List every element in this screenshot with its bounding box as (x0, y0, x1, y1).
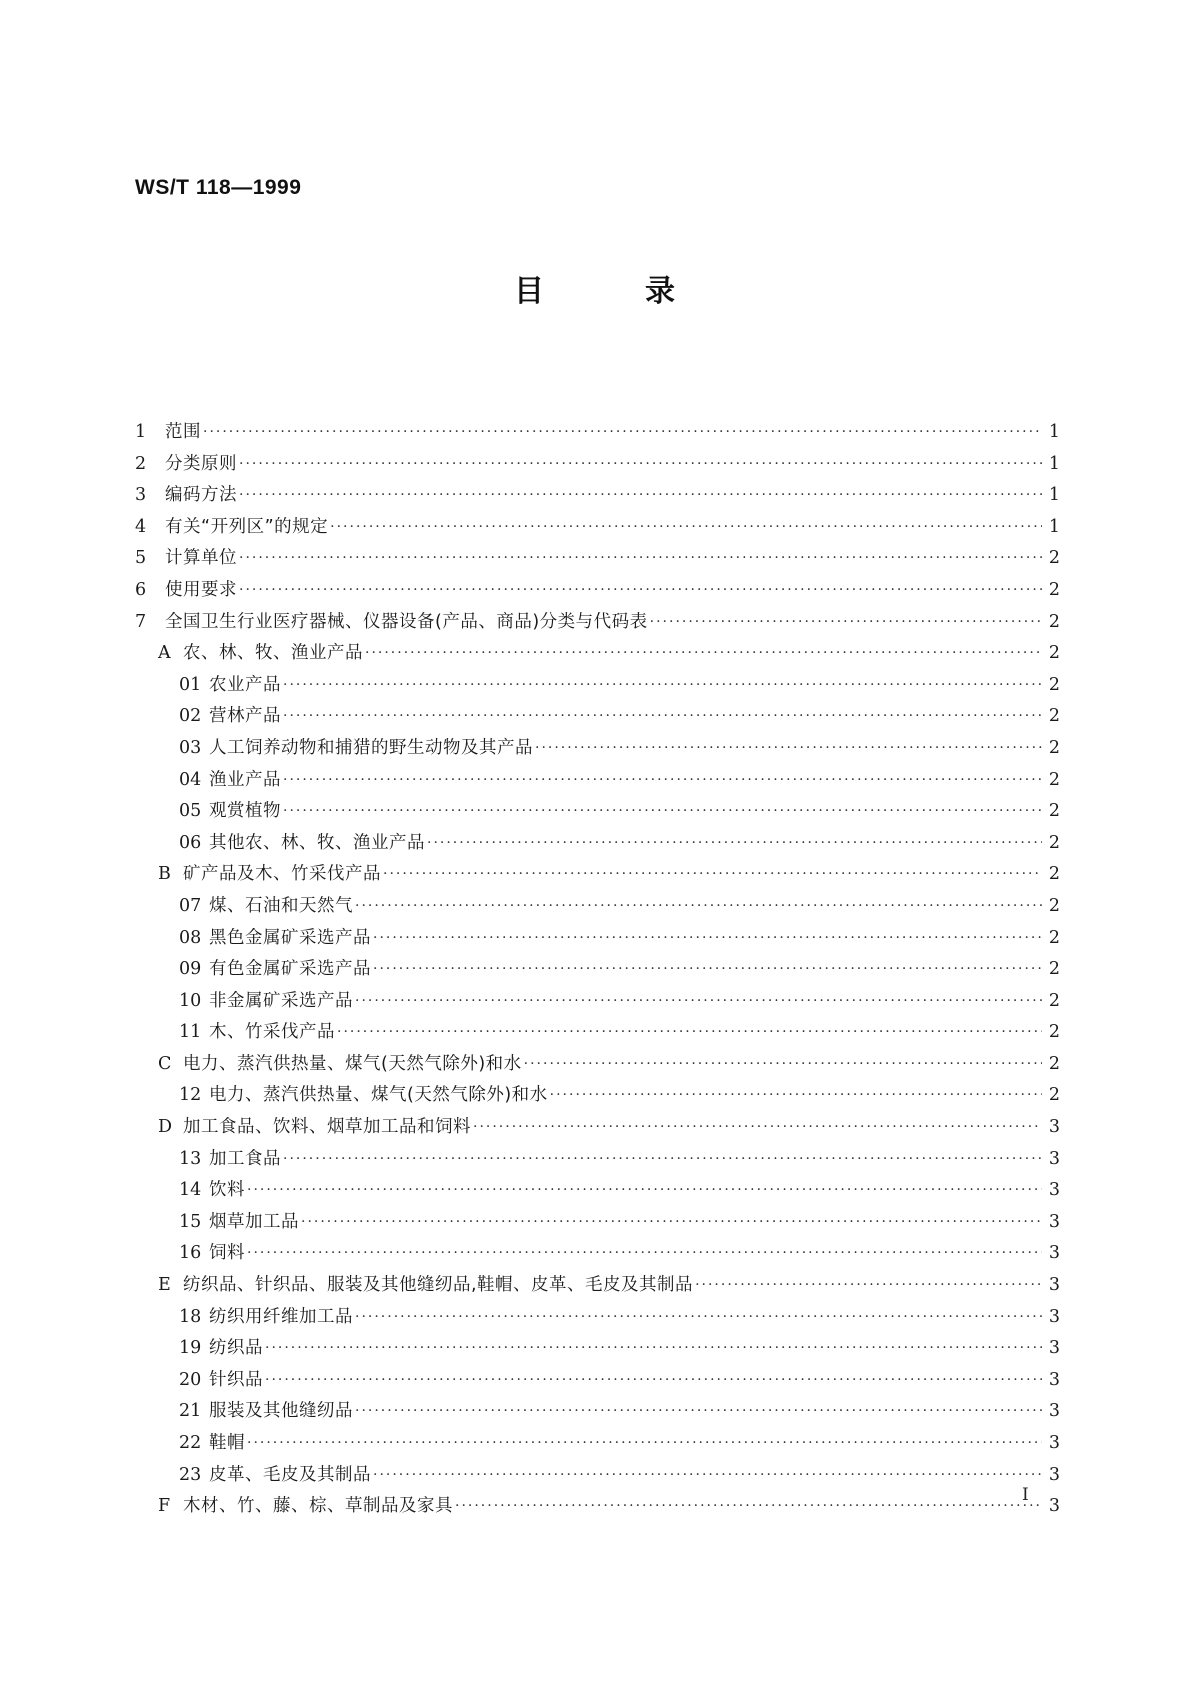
toc-entry-label: 木、竹采伐产品 (209, 1022, 335, 1043)
toc-dot-leader (337, 1017, 1042, 1049)
toc-dot-leader (473, 1112, 1042, 1144)
toc-entry-number: 14 (179, 1180, 202, 1201)
toc-entry-page: 3 (1048, 1148, 1060, 1169)
toc-entry-label: 服装及其他缝纫品 (209, 1401, 353, 1422)
toc-entry-label: 营林产品 (209, 706, 281, 727)
page-title-char-1: 目 (514, 274, 544, 309)
toc-dot-leader (283, 1144, 1042, 1176)
toc-entry-number: 23 (179, 1464, 202, 1485)
toc-dot-leader (373, 1460, 1042, 1492)
toc-entry-label: 纺织品 (209, 1338, 263, 1359)
toc-entry-page: 2 (1048, 864, 1060, 885)
toc-entry-page: 2 (1048, 548, 1060, 569)
toc-entry-label: 非金属矿采选产品 (209, 990, 353, 1011)
toc-entry-number: 08 (179, 927, 202, 948)
toc-entry[interactable] (135, 512, 1060, 544)
toc-entry[interactable] (135, 923, 1060, 955)
toc-entry-page: 2 (1048, 611, 1060, 632)
toc-dot-leader (283, 670, 1042, 702)
toc-dot-leader (373, 954, 1042, 986)
toc-entry-label: 加工食品、饮料、烟草加工品和饲料 (183, 1117, 471, 1138)
toc-entry[interactable] (135, 1491, 1060, 1523)
toc-dot-leader (355, 891, 1042, 923)
toc-entry-number: 04 (179, 769, 202, 790)
toc-entry-page: 2 (1048, 801, 1060, 822)
toc-entry-page: 3 (1048, 1306, 1060, 1327)
toc-entry-label: 编码方法 (165, 485, 237, 506)
toc-entry-page: 3 (1048, 1180, 1060, 1201)
toc-entry[interactable] (135, 954, 1060, 986)
toc-dot-leader (301, 1207, 1042, 1239)
toc-entry-number: 15 (179, 1211, 202, 1232)
toc-entry-number: A (158, 643, 171, 664)
toc-dot-leader (355, 1396, 1042, 1428)
toc-entry-page: 1 (1048, 422, 1060, 442)
toc-entry-label: 矿产品及木、竹采伐产品 (183, 864, 381, 885)
toc-entry[interactable] (135, 449, 1060, 481)
toc-dot-leader (265, 1333, 1042, 1365)
toc-entry-number: F (158, 1496, 171, 1517)
toc-entry-number: B (158, 864, 171, 885)
toc-entry[interactable] (135, 733, 1060, 765)
toc-entry[interactable] (135, 1175, 1060, 1207)
toc-entry-number: E (158, 1275, 171, 1296)
toc-dot-leader (247, 1238, 1042, 1270)
toc-entry-page: 2 (1048, 927, 1060, 948)
table-of-contents (135, 417, 1060, 1523)
toc-entry[interactable] (135, 417, 1060, 449)
toc-entry-number: 05 (179, 801, 202, 822)
toc-entry-label: 针织品 (209, 1369, 263, 1390)
toc-entry-number: 06 (179, 832, 202, 853)
toc-entry[interactable] (135, 1365, 1060, 1397)
toc-entry-page: 2 (1048, 1053, 1060, 1074)
toc-entry-label: 使用要求 (165, 579, 237, 600)
toc-dot-leader (373, 923, 1042, 955)
toc-entry-label: 分类原则 (165, 453, 237, 474)
toc-entry-page: 2 (1048, 990, 1060, 1011)
toc-entry-page: 3 (1048, 1496, 1060, 1517)
toc-dot-leader (239, 575, 1042, 607)
toc-entry-label: 渔业产品 (209, 769, 281, 790)
toc-entry-number: 07 (179, 895, 202, 916)
toc-entry[interactable] (135, 1112, 1060, 1144)
toc-entry-label: 木材、竹、藤、棕、草制品及家具 (183, 1496, 453, 1517)
toc-entry-number: 12 (179, 1085, 202, 1106)
toc-entry-number: 16 (179, 1243, 202, 1264)
toc-entry-number: 01 (179, 674, 202, 695)
toc-entry-page: 1 (1048, 453, 1060, 474)
toc-entry[interactable] (135, 1238, 1060, 1270)
toc-entry-number: 3 (135, 485, 147, 506)
toc-dot-leader (524, 1049, 1042, 1081)
toc-entry-page: 2 (1048, 737, 1060, 758)
toc-entry-page: 1 (1048, 485, 1060, 506)
toc-entry-page: 2 (1048, 674, 1060, 695)
toc-dot-leader (535, 733, 1042, 765)
toc-entry-page: 3 (1048, 1211, 1060, 1232)
toc-dot-leader (650, 607, 1042, 639)
toc-entry-number: 6 (135, 579, 147, 600)
page-folio: I (1022, 1485, 1029, 1505)
toc-dot-leader (247, 1428, 1042, 1460)
toc-entry[interactable] (135, 891, 1060, 923)
toc-entry-label: 人工饲养动物和捕猎的野生动物及其产品 (209, 737, 533, 758)
toc-entry-label: 饮料 (209, 1180, 245, 1201)
toc-dot-leader (239, 449, 1042, 481)
toc-entry-label: 加工食品 (209, 1148, 281, 1169)
toc-entry-page: 2 (1048, 769, 1060, 790)
toc-entry-number: 2 (135, 453, 147, 474)
toc-entry-number: 18 (179, 1306, 202, 1327)
page-title (0, 272, 1191, 312)
toc-entry-page: 3 (1048, 1464, 1060, 1485)
toc-dot-leader (695, 1270, 1042, 1302)
toc-entry-page: 3 (1048, 1401, 1060, 1422)
toc-entry-label: 皮革、毛皮及其制品 (209, 1464, 371, 1485)
toc-dot-leader (330, 512, 1042, 544)
toc-entry[interactable] (135, 796, 1060, 828)
toc-entry-number: D (158, 1117, 173, 1138)
toc-entry-page: 2 (1048, 832, 1060, 853)
toc-entry[interactable] (135, 638, 1060, 670)
toc-entry-label: 煤、石油和天然气 (209, 895, 353, 916)
toc-entry-page: 3 (1048, 1117, 1060, 1138)
toc-entry[interactable] (135, 1049, 1060, 1081)
page-title-char-2: 录 (645, 274, 675, 309)
toc-dot-leader (455, 1491, 1042, 1523)
toc-entry-label: 纺织品、针织品、服装及其他缝纫品,鞋帽、皮革、毛皮及其制品 (183, 1275, 694, 1296)
toc-dot-leader (283, 796, 1042, 828)
toc-dot-leader (265, 1365, 1042, 1397)
toc-entry-label: 有色金属矿采选产品 (209, 959, 371, 980)
toc-entry[interactable] (135, 765, 1060, 797)
toc-entry-page: 2 (1048, 579, 1060, 600)
toc-entry-number: 09 (179, 959, 202, 980)
toc-entry-page: 1 (1048, 516, 1060, 537)
toc-dot-leader (383, 859, 1042, 891)
toc-entry-number: 13 (179, 1148, 202, 1169)
toc-dot-leader (239, 543, 1042, 575)
toc-entry-page: 3 (1048, 1243, 1060, 1264)
toc-entry-page: 2 (1048, 706, 1060, 727)
toc-entry-label: 烟草加工品 (209, 1211, 299, 1232)
toc-entry-label: 鞋帽 (209, 1433, 245, 1453)
toc-entry-page: 3 (1048, 1338, 1060, 1359)
toc-entry[interactable] (135, 1017, 1060, 1049)
toc-entry-number: 21 (179, 1401, 202, 1422)
toc-entry[interactable] (135, 480, 1060, 512)
toc-entry-number: 19 (179, 1338, 202, 1359)
toc-entry-label: 全国卫生行业医疗器械、仪器设备(产品、商品)分类与代码表 (165, 611, 648, 632)
toc-entry-label: 其他农、林、牧、渔业产品 (209, 832, 425, 853)
toc-entry[interactable] (135, 701, 1060, 733)
toc-entry-label: 黑色金属矿采选产品 (209, 927, 371, 948)
toc-entry[interactable] (135, 1144, 1060, 1176)
toc-entry[interactable] (135, 1396, 1060, 1428)
toc-entry[interactable] (135, 607, 1060, 639)
toc-entry[interactable] (135, 670, 1060, 702)
toc-entry-number: 20 (179, 1369, 202, 1390)
toc-dot-leader (355, 1302, 1042, 1334)
toc-dot-leader (550, 1080, 1042, 1112)
toc-entry-number: 11 (179, 1022, 202, 1043)
toc-entry-label: 农业产品 (209, 674, 281, 695)
toc-dot-leader (239, 480, 1042, 512)
toc-entry-number: 4 (135, 516, 147, 537)
toc-entry-number: 1 (135, 422, 147, 442)
toc-entry[interactable] (135, 1428, 1060, 1460)
toc-entry[interactable] (135, 543, 1060, 575)
toc-entry[interactable] (135, 575, 1060, 607)
toc-entry-page: 2 (1048, 895, 1060, 916)
toc-entry-number: 10 (179, 990, 202, 1011)
toc-entry-page: 3 (1048, 1433, 1060, 1453)
toc-dot-leader (247, 1175, 1042, 1207)
toc-entry-page: 2 (1048, 1022, 1060, 1043)
toc-entry[interactable] (135, 1270, 1060, 1302)
toc-entry-label: 计算单位 (165, 548, 237, 569)
toc-entry-label: 范围 (165, 422, 201, 442)
toc-entry[interactable] (135, 859, 1060, 891)
toc-entry-page: 2 (1048, 959, 1060, 980)
toc-entry-label: 饲料 (209, 1243, 245, 1264)
toc-dot-leader (427, 828, 1042, 860)
toc-entry-label: 观赏植物 (209, 801, 281, 822)
toc-entry-label: 纺织用纤维加工品 (209, 1306, 353, 1327)
toc-entry-number: 03 (179, 737, 202, 758)
toc-entry-label: 农、林、牧、渔业产品 (183, 643, 363, 664)
toc-entry[interactable] (135, 986, 1060, 1018)
toc-entry-page: 3 (1048, 1369, 1060, 1390)
toc-dot-leader (283, 701, 1042, 733)
toc-entry-page: 2 (1048, 643, 1060, 664)
toc-entry-page: 2 (1048, 1085, 1060, 1106)
toc-entry-number: 5 (135, 548, 147, 569)
toc-entry-number: 7 (135, 611, 147, 632)
toc-entry-label: 电力、蒸汽供热量、煤气(天然气除外)和水 (209, 1085, 548, 1106)
toc-entry-number: C (158, 1053, 172, 1074)
toc-dot-leader (365, 638, 1042, 670)
toc-entry-label: 有关“开列区”的规定 (165, 516, 329, 537)
standard-code: WS/T 118—1999 (135, 176, 302, 199)
toc-entry[interactable] (135, 1333, 1060, 1365)
toc-entry[interactable] (135, 828, 1060, 860)
toc-entry[interactable] (135, 1460, 1060, 1492)
toc-dot-leader (203, 417, 1042, 449)
toc-entry[interactable] (135, 1302, 1060, 1334)
toc-dot-leader (355, 986, 1042, 1018)
toc-entry-number: 22 (179, 1433, 202, 1453)
toc-entry[interactable] (135, 1080, 1060, 1112)
toc-entry-page: 3 (1048, 1275, 1060, 1296)
toc-entry-label: 电力、蒸汽供热量、煤气(天然气除外)和水 (183, 1053, 522, 1074)
toc-entry-number: 02 (179, 706, 202, 727)
toc-dot-leader (283, 765, 1042, 797)
toc-entry[interactable] (135, 1207, 1060, 1239)
